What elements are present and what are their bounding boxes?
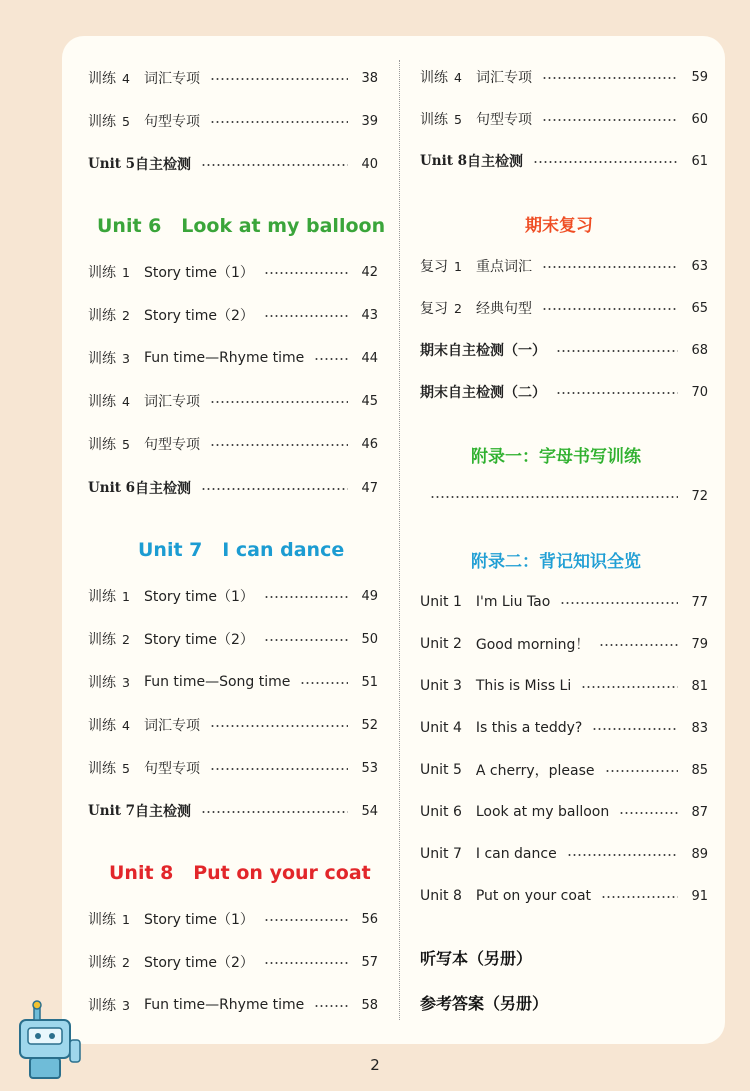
- toc-entry[interactable]: [420, 632, 708, 656]
- entry-number: 1: [122, 911, 130, 927]
- leader-dots: [533, 161, 678, 163]
- leader-dots: [560, 602, 678, 604]
- entry-label: Unit 2: [420, 636, 462, 652]
- leader-dots: [430, 496, 678, 498]
- entry-title: 句型专项: [143, 114, 200, 130]
- leader-dots: [210, 78, 348, 80]
- entry-title: Story time（2）: [143, 308, 254, 324]
- entry-page: 42: [361, 264, 378, 280]
- entry-label: 训练: [88, 718, 116, 734]
- entry-page: 49: [361, 588, 378, 604]
- entry-number: 2: [122, 631, 130, 647]
- entry-page: 52: [361, 717, 378, 733]
- entry-title: A cherry，please: [475, 763, 595, 779]
- unit6-heading: Unit 6 Look at my balloon: [97, 215, 386, 237]
- entry-page: 56: [361, 911, 378, 927]
- toc-entry[interactable]: [88, 627, 378, 651]
- entry-title: 词汇专项: [475, 70, 532, 86]
- toc-entry[interactable]: [420, 296, 708, 320]
- answer-key-entry[interactable]: 参考答案（另册）: [420, 994, 549, 1013]
- entry-label: Unit 5: [88, 156, 136, 172]
- entry-label: 训练: [88, 589, 116, 605]
- entry-title: 自主检测: [135, 804, 192, 820]
- toc-entry[interactable]: [420, 716, 708, 740]
- entry-title: 句型专项: [475, 112, 532, 128]
- leader-dots: [556, 350, 678, 352]
- entry-number: 3: [122, 997, 130, 1013]
- entry-number: 5: [122, 760, 130, 776]
- toc-entry[interactable]: [88, 346, 378, 370]
- leader-dots: [542, 77, 678, 79]
- entry-label: 训练: [420, 70, 448, 86]
- leader-dots: [210, 768, 348, 770]
- toc-entry-appendix1[interactable]: [430, 484, 708, 508]
- entry-title: 期末自主检测（一）: [420, 343, 546, 359]
- toc-entry[interactable]: [88, 432, 378, 456]
- toc-entry[interactable]: [88, 756, 378, 780]
- entry-label: Unit 6: [88, 480, 136, 496]
- leader-dots: [210, 725, 348, 727]
- entry-title: 重点词汇: [475, 259, 532, 275]
- toc-entry[interactable]: [420, 758, 708, 782]
- toc-entry[interactable]: [88, 713, 378, 737]
- entry-label: 训练: [420, 112, 448, 128]
- entry-number: 2: [122, 307, 130, 323]
- entry-label: Unit 7: [88, 803, 136, 819]
- leader-dots: [210, 444, 348, 446]
- entry-label: Unit 8: [420, 153, 468, 169]
- leader-dots: [201, 811, 348, 813]
- entry-label: 训练: [88, 394, 116, 410]
- entry-page: 50: [361, 631, 378, 647]
- entry-title: This is Miss Li: [475, 678, 572, 694]
- entry-page: 68: [691, 342, 708, 358]
- entry-page: 65: [691, 300, 708, 316]
- entry-page: 59: [691, 69, 708, 85]
- unit8-heading: Unit 8 Put on your coat: [109, 862, 371, 884]
- entry-number: 4: [122, 393, 130, 409]
- entry-page: 89: [691, 846, 708, 862]
- leader-dots: [264, 962, 348, 964]
- leader-dots: [592, 728, 678, 730]
- column-divider: [399, 60, 400, 1020]
- leader-dots: [619, 812, 678, 814]
- entry-page: 81: [691, 678, 708, 694]
- final-review-heading: 期末复习: [525, 216, 593, 236]
- entry-label: 训练: [88, 114, 116, 130]
- entry-title: I can dance: [475, 846, 557, 862]
- leader-dots: [581, 686, 678, 688]
- toc-entry[interactable]: [88, 907, 378, 931]
- entry-title: Story time（1）: [143, 265, 254, 281]
- entry-title: Look at my balloon: [475, 804, 610, 820]
- entry-label: 训练: [88, 675, 116, 691]
- toc-entry[interactable]: [420, 254, 708, 278]
- entry-number: 5: [454, 111, 462, 127]
- entry-page: 79: [691, 636, 708, 652]
- entry-page: 60: [691, 111, 708, 127]
- entry-number: 2: [454, 300, 462, 316]
- entry-page: 77: [691, 594, 708, 610]
- leader-dots: [264, 272, 348, 274]
- leader-dots: [314, 358, 348, 360]
- entry-title: Fun time—Rhyme time: [143, 997, 305, 1013]
- entry-number: 5: [122, 113, 130, 129]
- toc-entry[interactable]: [420, 674, 708, 698]
- entry-page: 63: [691, 258, 708, 274]
- toc-entry-unit8-test[interactable]: [420, 149, 708, 173]
- entry-label: 训练: [88, 912, 116, 928]
- entry-number: 4: [122, 717, 130, 733]
- entry-title: Fun time—Rhyme time: [143, 350, 305, 366]
- leader-dots: [201, 164, 348, 166]
- entry-label: Unit 1: [420, 594, 462, 610]
- toc-entry[interactable]: [420, 65, 708, 89]
- entry-number: 4: [454, 69, 462, 85]
- entry-title: 期末自主检测（二）: [420, 385, 546, 401]
- leader-dots: [264, 596, 348, 598]
- toc-entry-final-test-2[interactable]: [420, 380, 708, 404]
- toc-entry-unit5-test[interactable]: [88, 152, 378, 176]
- entry-title: 词汇专项: [143, 71, 200, 87]
- entry-number: 1: [122, 264, 130, 280]
- toc-entry[interactable]: [88, 66, 378, 90]
- dictation-book-entry[interactable]: 听写本（另册）: [420, 949, 533, 968]
- entry-label: Unit 8: [420, 888, 462, 904]
- entry-page: 70: [691, 384, 708, 400]
- leader-dots: [210, 401, 348, 403]
- appendix2-heading: 附录二：背记知识全览: [471, 552, 641, 572]
- toc-entry[interactable]: [420, 842, 708, 866]
- entry-label: Unit 4: [420, 720, 462, 736]
- page-number: 2: [370, 1056, 380, 1074]
- toc-entry[interactable]: [88, 584, 378, 608]
- leader-dots: [556, 392, 678, 394]
- toc-entry[interactable]: [420, 884, 708, 908]
- leader-dots: [264, 315, 348, 317]
- entry-title: 词汇专项: [143, 394, 200, 410]
- toc-entry[interactable]: [420, 590, 708, 614]
- toc-entry-unit6-test[interactable]: [88, 476, 378, 500]
- entry-page: 39: [361, 113, 378, 129]
- entry-page: 47: [361, 480, 378, 496]
- entry-page: 43: [361, 307, 378, 323]
- entry-label: 复习: [420, 259, 448, 275]
- entry-title: Story time（1）: [143, 912, 254, 928]
- entry-label: 复习: [420, 301, 448, 317]
- robot-illustration: [14, 1000, 86, 1091]
- entry-number: 4: [122, 70, 130, 86]
- toc-entry[interactable]: [88, 109, 378, 133]
- entry-title: 句型专项: [143, 761, 200, 777]
- leader-dots: [300, 682, 348, 684]
- entry-label: 训练: [88, 955, 116, 971]
- entry-title: I'm Liu Tao: [475, 594, 551, 610]
- toc-entry[interactable]: [420, 800, 708, 824]
- entry-page: 45: [361, 393, 378, 409]
- entry-label: Unit 5: [420, 762, 462, 778]
- entry-number: 3: [122, 674, 130, 690]
- entry-label: 训练: [88, 265, 116, 281]
- entry-page: 51: [361, 674, 378, 690]
- appendix1-heading: 附录一：字母书写训练: [471, 447, 641, 467]
- leader-dots: [201, 488, 348, 490]
- entry-page: 72: [691, 488, 708, 504]
- entry-label: 训练: [88, 308, 116, 324]
- entry-number: 1: [122, 588, 130, 604]
- entry-page: 53: [361, 760, 378, 776]
- entry-label: 训练: [88, 437, 116, 453]
- leader-dots: [264, 919, 348, 921]
- entry-label: Unit 6: [420, 804, 462, 820]
- leader-dots: [210, 121, 348, 123]
- leader-dots: [314, 1005, 348, 1007]
- entry-title: 自主检测: [135, 157, 192, 173]
- leader-dots: [599, 644, 678, 646]
- entry-title: Is this a teddy?: [475, 720, 583, 736]
- toc-entry[interactable]: [88, 389, 378, 413]
- unit7-heading: Unit 7 I can dance: [138, 539, 345, 561]
- entry-title: 句型专项: [143, 437, 200, 453]
- leader-dots: [542, 266, 678, 268]
- entry-page: 87: [691, 804, 708, 820]
- leader-dots: [264, 639, 348, 641]
- entry-title: 自主检测: [467, 154, 524, 170]
- leader-dots: [542, 308, 678, 310]
- leader-dots: [601, 896, 678, 898]
- entry-label: 训练: [88, 71, 116, 87]
- entry-page: 57: [361, 954, 378, 970]
- toc-entry[interactable]: [88, 950, 378, 974]
- toc-entry[interactable]: [88, 670, 378, 694]
- toc-entry[interactable]: [420, 107, 708, 131]
- entry-page: 54: [361, 803, 378, 819]
- toc-entry[interactable]: [88, 993, 378, 1017]
- entry-number: 2: [122, 954, 130, 970]
- entry-title: Story time（1）: [143, 589, 254, 605]
- entry-label: 训练: [88, 351, 116, 367]
- entry-label: Unit 3: [420, 678, 462, 694]
- entry-title: 词汇专项: [143, 718, 200, 734]
- entry-number: 5: [122, 436, 130, 452]
- entry-number: 1: [454, 258, 462, 274]
- toc-entry[interactable]: [88, 303, 378, 327]
- leader-dots: [542, 119, 678, 121]
- entry-page: 44: [361, 350, 378, 366]
- toc-entry[interactable]: [88, 260, 378, 284]
- toc-entry-final-test-1[interactable]: [420, 338, 708, 362]
- toc-entry-unit7-test[interactable]: [88, 799, 378, 823]
- entry-label: 训练: [88, 761, 116, 777]
- entry-title: Story time（2）: [143, 955, 254, 971]
- entry-page: 38: [361, 70, 378, 86]
- entry-title: Fun time—Song time: [143, 674, 291, 690]
- entry-page: 61: [691, 153, 708, 169]
- entry-title: Story time（2）: [143, 632, 254, 648]
- entry-label: 训练: [88, 632, 116, 648]
- entry-page: 58: [361, 997, 378, 1013]
- leader-dots: [605, 770, 679, 772]
- entry-label: 训练: [88, 998, 116, 1014]
- entry-number: 3: [122, 350, 130, 366]
- entry-page: 91: [691, 888, 708, 904]
- entry-page: 46: [361, 436, 378, 452]
- entry-title: Put on your coat: [475, 888, 592, 904]
- entry-title: Good morning！: [475, 637, 590, 653]
- entry-label: Unit 7: [420, 846, 462, 862]
- entry-page: 40: [361, 156, 378, 172]
- entry-title: 自主检测: [135, 481, 192, 497]
- entry-page: 83: [691, 720, 708, 736]
- entry-title: 经典句型: [475, 301, 532, 317]
- entry-page: 85: [691, 762, 708, 778]
- leader-dots: [567, 854, 678, 856]
